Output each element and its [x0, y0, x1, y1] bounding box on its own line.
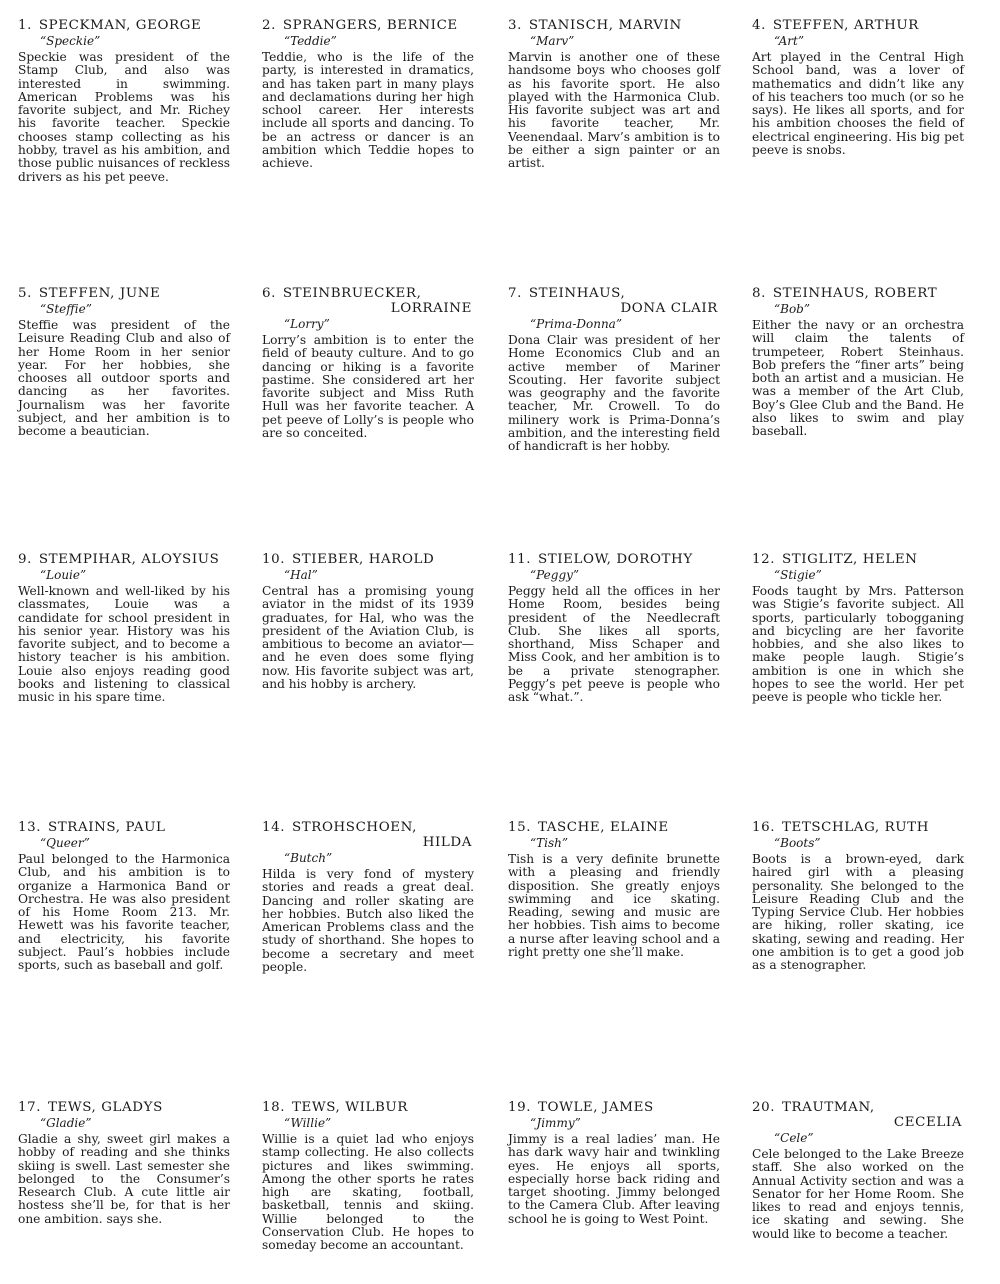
entry-name: STEINHAUS, ROBERT — [772, 286, 938, 301]
entry-number: 6. — [262, 286, 276, 301]
entry-10 — [262, 552, 474, 691]
entry-14 — [262, 820, 474, 974]
entry-nickname: “Speckie” — [40, 34, 101, 48]
entry-nickname: “Boots” — [774, 836, 821, 850]
entry-bio: Paul belonged to the Harmonica Club, and his ambition is to organize a Harmonica Band or Orchestra. He was also president of his Home Room 213. Mr. Hewett was his favorite teacher, and electricity, his favorite subject. Paul’s hobbies include sports, such as baseball and golf. — [18, 852, 230, 973]
entry-bio: Well-known and well-liked by his classmates, Louie was a candidate for school president in his senior year. History was his favorite subject, and to become a history teacher is his ambition. Louie also enjoys reading good books and listening to classical music in his spare time. — [18, 584, 230, 705]
entry-name: TEWS, GLADYS — [47, 1100, 163, 1115]
entry-name-continued: CECELIA — [893, 1115, 962, 1130]
entry-heading — [508, 820, 720, 835]
entry-nickname: “Teddie” — [284, 34, 337, 48]
entry-heading — [752, 286, 964, 301]
entry-9 — [18, 552, 230, 705]
entry-heading — [262, 1100, 474, 1115]
entry-number: 7. — [508, 286, 522, 301]
entry-heading — [18, 820, 230, 835]
entry-number: 12. — [752, 552, 776, 567]
entry-name: TOWLE, JAMES — [537, 1100, 654, 1115]
entry-bio: Either the navy or an orchestra will claim the talents of trumpeteer, Robert Steinhaus. Bob prefers the “finer arts” being both an artist and a musician. He was a member of the Art Club, Boy’s Glee Club and the Band. He also likes to swim and play baseball. — [752, 318, 964, 439]
entry-name: STIGLITZ, HELEN — [781, 552, 918, 567]
entry-bio: Boots is a brown-eyed, dark haired girl with a pleasing personality. She belonged to the Leisure Reading Club and the Typing Service Club. Her hobbies are hiking, roller skating, ice skating, sewing and reading. Her one ambition is to get a good job as a stenographer. — [752, 852, 964, 973]
entry-bio: Dona Clair was president of her Home Economics Club and an active member of Mariner Scouting. Her favorite subject was geography and the favorite teacher, Mr. Crowell. To do milinery work is Prima-Donna’s ambition, and the interesting field of handicraft is her hobby. — [508, 333, 720, 454]
entry-bio: Speckie was president of the Stamp Club, and also was interested in swimming. American Problems was his favorite subject, and Mr. Richey his favorite teacher. Speckie chooses stamp collecting as his hobby, travel as his ambition, and those public nuisances of reckless drivers as his pet peeve. — [18, 50, 230, 184]
entry-number: 2. — [262, 18, 276, 33]
entry-name-continued: HILDA — [422, 835, 472, 850]
entry-number: 18. — [262, 1100, 286, 1115]
entry-heading — [752, 820, 964, 835]
entry-heading — [18, 552, 230, 567]
entry-heading — [752, 1100, 964, 1115]
entry-name: TETSCHLAG, RUTH — [781, 820, 929, 835]
entry-name: STEINHAUS, — [528, 286, 626, 301]
entry-15 — [508, 820, 720, 959]
entry-nickname: “Bob” — [774, 302, 810, 316]
entry-nickname: “Louie” — [40, 568, 87, 582]
entry-bio: Foods taught by Mrs. Patterson was Stigie’s favorite subject. All sports, particularly tobogganing and bicycling are her favorite hobbies, and she also likes to make people laugh. Stigie’s ambition is one in which she hopes to see the world. Her pet peeve is people who tickle her. — [752, 584, 964, 705]
entry-1 — [18, 18, 230, 184]
entry-19 — [508, 1100, 720, 1226]
entry-nickname: “Marv” — [530, 34, 575, 48]
entry-heading — [752, 18, 964, 33]
entry-nickname: “Butch” — [284, 851, 333, 865]
entry-heading — [752, 552, 964, 567]
entry-nickname: “Peggy” — [530, 568, 580, 582]
entry-20 — [752, 1100, 964, 1241]
entry-number: 20. — [752, 1100, 776, 1115]
entry-number: 13. — [18, 820, 42, 835]
entry-heading — [262, 552, 474, 567]
entry-name: STEMPIHAR, ALOYSIUS — [38, 552, 220, 567]
entry-number: 10. — [262, 552, 286, 567]
entry-heading — [262, 286, 474, 301]
entry-name: STANISCH, MARVIN — [528, 18, 682, 33]
entry-heading — [18, 1100, 230, 1115]
entry-name-continued: LORRAINE — [390, 301, 472, 316]
entry-17 — [18, 1100, 230, 1226]
entry-name: SPRANGERS, BERNICE — [282, 18, 458, 33]
entry-number: 3. — [508, 18, 522, 33]
entry-heading — [262, 820, 474, 835]
entry-7 — [508, 286, 720, 454]
entry-number: 4. — [752, 18, 766, 33]
entry-number: 17. — [18, 1100, 42, 1115]
entry-name: SPECKMAN, GEORGE — [38, 18, 202, 33]
entry-bio: Teddie, who is the life of the party, is interested in dramatics, and has taken part in many plays and declamations during her high school career. Her interests include all sports and dancing. To be an actress or dancer is an ambition which Teddie hopes to achieve. — [262, 50, 474, 171]
entry-16 — [752, 820, 964, 973]
entry-bio: Peggy held all the offices in her Home Room, besides being president of the Needlecraft Club. She likes all sports, shorthand, Miss Schaper and Miss Cook, and her ambition is to be a private stenographer. Peggy’s pet peeve is people who ask “what.”. — [508, 584, 720, 705]
entry-nickname: “Gladie” — [40, 1116, 92, 1130]
entry-number: 15. — [508, 820, 532, 835]
entry-bio: Hilda is very fond of mystery stories and reads a great deal. Dancing and roller skating are her hobbies. Butch also liked the American Problems class and the study of shorthand. She hopes to become a secretary and meet people. — [262, 867, 474, 975]
entry-bio: Jimmy is a real ladies’ man. He has dark wavy hair and twinkling eyes. He enjoys all sports, especially horse back riding and target shooting. Jimmy belonged to the Camera Club. After leaving school he is going to West Point. — [508, 1132, 720, 1226]
entry-6 — [262, 286, 474, 440]
entry-name: STEFFEN, ARTHUR — [772, 18, 919, 33]
entry-nickname: “Cele” — [774, 1131, 814, 1145]
entry-nickname: “Prima-Donna” — [530, 317, 622, 331]
entry-bio: Lorry’s ambition is to enter the field of beauty culture. And to go dancing or hiking is a favorite pastime. She considered art her favorite subject and Miss Ruth Hull was her favorite teacher. A pet peeve of Lolly’s is people who are so conceited. — [262, 333, 474, 441]
entry-number: 14. — [262, 820, 286, 835]
entry-number: 11. — [508, 552, 532, 567]
entry-nickname: “Stigie” — [774, 568, 822, 582]
entry-5 — [18, 286, 230, 439]
entry-number: 1. — [18, 18, 32, 33]
entry-name: TRAUTMAN, — [781, 1100, 875, 1115]
entry-bio: Gladie a shy, sweet girl makes a hobby of reading and she thinks skiing is swell. Last semester she belonged to the Consumer’s Research Club. A cute little air hostess she’ll be, for that is her one ambition. says she. — [18, 1132, 230, 1226]
entry-heading — [508, 552, 720, 567]
entry-bio: Willie is a quiet lad who enjoys stamp collecting. He also collects pictures and likes swimming. Among the other sports he rates high are skating, football, basketball, tennis and skiing. Willie belonged to the Conservation Club. He hopes to someday become an accountant. — [262, 1132, 474, 1253]
entry-heading — [18, 286, 230, 301]
entry-name: STROHSCHOEN, — [291, 820, 417, 835]
entry-11 — [508, 552, 720, 705]
entry-name: STIELOW, DOROTHY — [537, 552, 693, 567]
entry-bio: Marvin is another one of these handsome boys who chooses golf as his favorite sport. He also played with the Harmonica Club. His favorite subject was art and his favorite teacher, Mr. Veenendaal. Marv’s ambition is to be either a sign painter or an artist. — [508, 50, 720, 171]
entry-name: TEWS, WILBUR — [291, 1100, 408, 1115]
entry-13 — [18, 820, 230, 973]
entry-nickname: “Hal” — [284, 568, 318, 582]
entry-8 — [752, 286, 964, 439]
entry-bio: Tish is a very definite brunette with a pleasing and friendly disposition. She greatly enjoys swimming and ice skating. Reading, sewing and music are her hobbies. Tish aims to become a nurse after leaving school and a right pretty one she’ll make. — [508, 852, 720, 960]
entry-number: 16. — [752, 820, 776, 835]
entry-nickname: “Lorry” — [284, 317, 330, 331]
entry-heading — [508, 1100, 720, 1115]
entry-heading — [262, 18, 474, 33]
entry-nickname: “Willie” — [284, 1116, 332, 1130]
entry-nickname: “Queer” — [40, 836, 90, 850]
entry-number: 5. — [18, 286, 32, 301]
entry-name: STEINBRUECKER, — [282, 286, 422, 301]
entry-2 — [262, 18, 474, 171]
entry-number: 9. — [18, 552, 32, 567]
entry-4 — [752, 18, 964, 157]
entry-nickname: “Jimmy” — [530, 1116, 581, 1130]
entry-heading — [508, 18, 720, 33]
entry-18 — [262, 1100, 474, 1253]
entry-heading — [18, 18, 230, 33]
entry-name: STIEBER, HAROLD — [291, 552, 435, 567]
entry-3 — [508, 18, 720, 171]
entry-heading — [508, 286, 720, 301]
entry-name: STEFFEN, JUNE — [38, 286, 161, 301]
entry-number: 8. — [752, 286, 766, 301]
entry-12 — [752, 552, 964, 705]
entry-nickname: “Tish” — [530, 836, 568, 850]
entry-bio: Cele belonged to the Lake Breeze staff. She also worked on the Annual Activity section and was a Senator for her Home Room. She likes to read and enjoys tennis, ice skating and sewing. She would like to become a teacher. — [752, 1147, 964, 1241]
entry-nickname: “Art” — [774, 34, 804, 48]
entry-nickname: “Steffie” — [40, 302, 92, 316]
entry-name-continued: DONA CLAIR — [620, 301, 718, 316]
entry-number: 19. — [508, 1100, 532, 1115]
entry-bio: Art played in the Central High School band, was a lover of mathematics and didn’t like any of his teachers too much (or so he says). He likes all sports, and for his ambition chooses the field of electrical engineering. His big pet peeve is snobs. — [752, 50, 964, 158]
entry-bio: Steffie was president of the Leisure Reading Club and also of her Home Room in her senior year. For her hobbies, she chooses all outdoor sports and dancing as her favorites. Journalism was her favorite subject, and her ambition is to become a beautician. — [18, 318, 230, 439]
entry-bio: Central has a promising young aviator in the midst of its 1939 graduates, for Hal, who was the president of the Aviation Club, is ambitious to become an aviator—and he even does some flying now. His favorite subject was art, and his hobby is archery. — [262, 584, 474, 692]
entry-name: STRAINS, PAUL — [47, 820, 166, 835]
entry-name: TASCHE, ELAINE — [537, 820, 669, 835]
